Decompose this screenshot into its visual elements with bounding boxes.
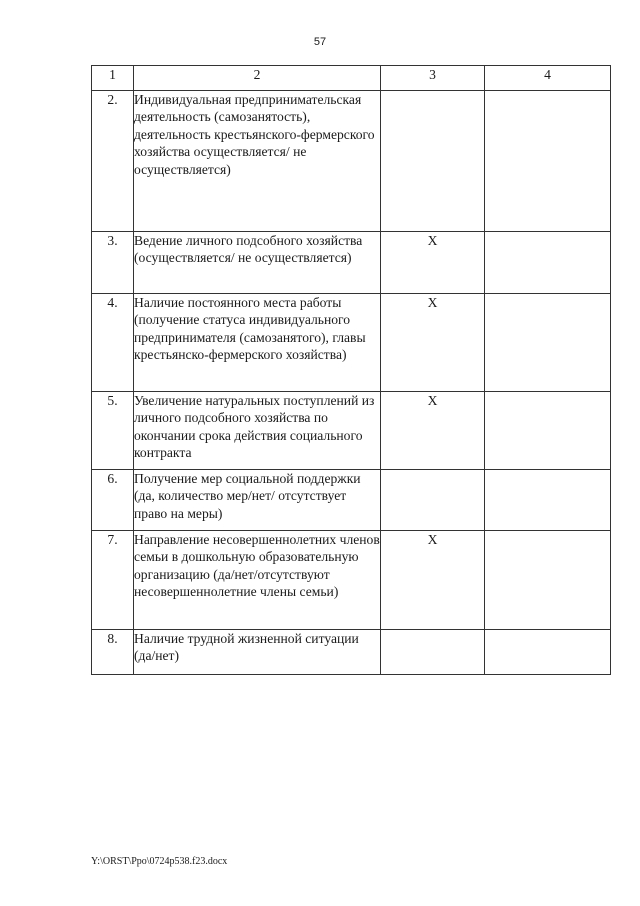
table-row (92, 470, 611, 531)
table-row (92, 294, 611, 392)
table-header-row (92, 66, 611, 91)
row-value (485, 91, 611, 232)
table-row (92, 392, 611, 470)
row-criterion: Увеличение натуральных поступлений из личного подсобного хозяйства по окончании срока действия социального контракта (134, 392, 381, 470)
row-mark: X (381, 232, 485, 294)
row-criterion: Наличие трудной жизненной ситуации (да/нет) (134, 630, 381, 675)
table-row (92, 232, 611, 294)
row-number: 5. (92, 392, 134, 470)
row-value (485, 531, 611, 630)
header-col-2: 2 (134, 66, 381, 91)
row-mark: X (381, 392, 485, 470)
row-value (485, 630, 611, 675)
row-value (485, 392, 611, 470)
header-col-3: 3 (381, 66, 485, 91)
row-value (485, 470, 611, 531)
row-number: 7. (92, 531, 134, 630)
row-criterion: Ведение личного подсобного хозяйства (осуществляется/ не осуществляется) (134, 232, 381, 294)
row-number: 6. (92, 470, 134, 531)
row-criterion: Наличие постоянного места работы (получение статуса индивидуального предпринимателя (самозанятого), главы крестьянско-фермерского хозяйства) (134, 294, 381, 392)
criteria-table (91, 65, 611, 675)
table-row (92, 630, 611, 675)
page-number: 57 (313, 36, 327, 48)
row-value (485, 294, 611, 392)
row-number: 2. (92, 91, 134, 232)
row-number: 8. (92, 630, 134, 675)
row-number: 4. (92, 294, 134, 392)
row-number: 3. (92, 232, 134, 294)
row-mark (381, 91, 485, 232)
row-value (485, 232, 611, 294)
row-criterion: Направление несовершеннолетних членов семьи в дошкольную образовательную организацию (да/нет/отсутствуют несовершеннолетние члены семьи) (134, 531, 381, 630)
row-mark (381, 470, 485, 531)
table-row (92, 531, 611, 630)
footer-file-path: Y:\ORST\Ppo\0724p538.f23.docx (91, 856, 228, 867)
row-criterion: Индивидуальная предпринимательская деятельность (самозанятость), деятельность крестьянского-фермерского хозяйства осуществляется/ не осуществляется) (134, 91, 381, 232)
row-mark: X (381, 531, 485, 630)
row-criterion: Получение мер социальной поддержки (да, количество мер/нет/ отсутствует право на меры) (134, 470, 381, 531)
row-mark (381, 630, 485, 675)
header-col-1: 1 (92, 66, 134, 91)
row-mark: X (381, 294, 485, 392)
table-row (92, 91, 611, 232)
header-col-4: 4 (485, 66, 611, 91)
